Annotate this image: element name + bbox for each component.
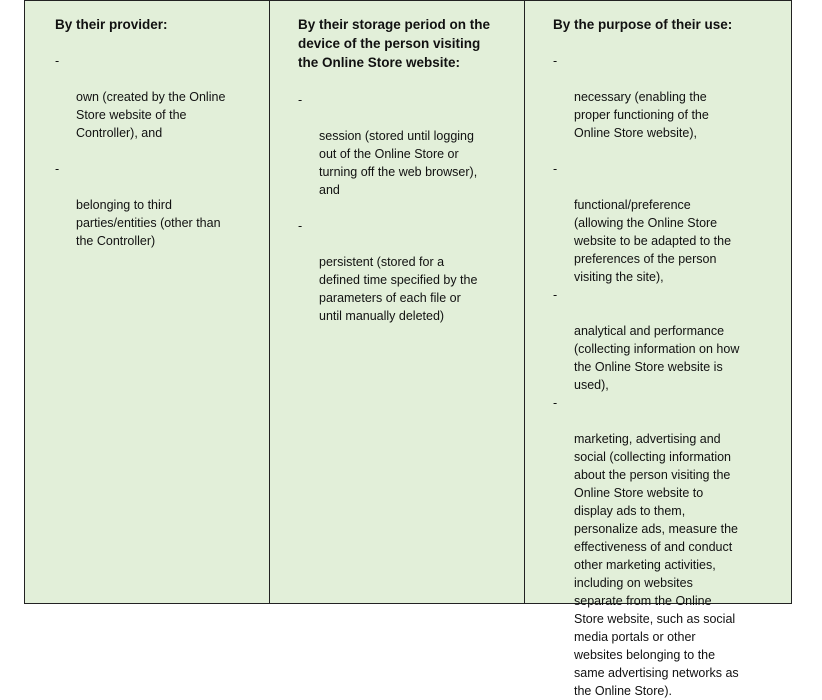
column-title-purpose: By the purpose of their use:	[553, 17, 733, 32]
list-item-text: necessary (enabling the proper functioning of the Online Store website),	[574, 90, 709, 140]
list-item-text: functional/preference (allowing the Online Store website to be adapted to the preferences of the person visiting the site),	[574, 198, 732, 284]
list-item-text: session (stored until logging out of the Online Store or turning off the web browser), and	[319, 129, 478, 197]
list-item-text: belonging to third parties/entities (other than the Controller)	[76, 198, 221, 248]
bullet-dash: -	[553, 396, 558, 410]
bullet-dash: -	[553, 288, 558, 302]
list-item-text: marketing, advertising and social (collecting information about the person visiting the Online Store website to display ads to them, personalize ads, measure the effectiveness of and conduct other marketing activities, including on websites separate from the Online Store website, such as social media portals or other websites belonging to the same advertising networks as the Online Store).	[574, 432, 739, 698]
list-item-text: analytical and performance (collecting information on how the Online Store website is used),	[574, 324, 740, 392]
column-title-provider: By their provider:	[55, 17, 168, 32]
bullet-dash: -	[553, 54, 558, 68]
list-item	[553, 160, 779, 286]
list-item	[298, 217, 512, 325]
bullet-dash: -	[298, 93, 303, 107]
list-item-text: persistent (stored for a defined time specified by the parameters of each file or until manually deleted)	[319, 255, 478, 323]
list-item-text: own (created by the Online Store website of the Controller), and	[76, 90, 226, 140]
column-storage-period	[270, 1, 525, 603]
provider-list	[55, 52, 257, 250]
bullet-dash: -	[55, 54, 60, 68]
storage-period-list	[298, 91, 512, 325]
bullet-dash: -	[553, 162, 558, 176]
bullet-dash: -	[55, 162, 60, 176]
column-title-storage-period: By their storage period on the device of the person visiting the Online Store website:	[298, 17, 491, 70]
cookie-classification-table	[24, 0, 792, 698]
column-provider	[25, 1, 270, 603]
list-item	[553, 286, 779, 394]
list-item	[553, 52, 779, 142]
list-item	[55, 160, 257, 250]
list-item	[298, 91, 512, 199]
list-item	[55, 52, 257, 142]
bullet-dash: -	[298, 219, 303, 233]
list-item	[553, 394, 779, 700]
purpose-list	[553, 52, 779, 700]
column-purpose	[525, 1, 791, 698]
